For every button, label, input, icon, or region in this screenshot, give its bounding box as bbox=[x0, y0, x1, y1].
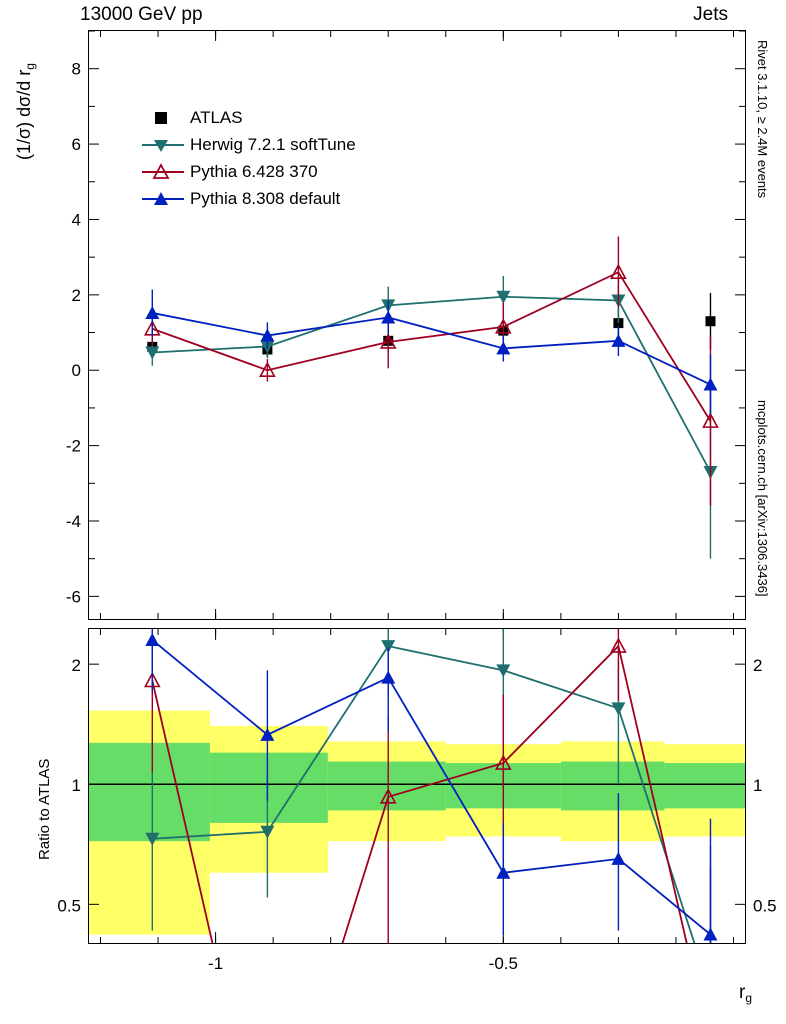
x-axis-title bbox=[739, 982, 752, 1005]
legend-item-herwig[interactable] bbox=[140, 131, 470, 158]
x-axis-title-subscript: g bbox=[745, 991, 752, 1005]
rivet-version-label: Rivet 3.1.10, ≥ 2.4M events bbox=[755, 40, 770, 199]
legend-label-herwig: Herwig 7.2.1 softTune bbox=[190, 134, 356, 154]
ratio-y-axis-title: Ratio to ATLAS bbox=[36, 758, 53, 860]
svg-text:0.5: 0.5 bbox=[57, 896, 81, 916]
svg-text:1: 1 bbox=[71, 776, 81, 796]
legend-item-pythia6[interactable] bbox=[140, 158, 470, 185]
legend-marker-herwig bbox=[140, 135, 186, 155]
header-category-label: Jets bbox=[693, 4, 728, 25]
legend-marker-atlas bbox=[140, 108, 186, 128]
legend bbox=[140, 104, 470, 212]
legend-label-pythia8: Pythia 8.308 default bbox=[190, 188, 341, 208]
ratio-plot-panel bbox=[57, 628, 777, 973]
y-axis-title bbox=[14, 63, 37, 160]
svg-text:4: 4 bbox=[71, 210, 81, 230]
legend-marker-pythia6 bbox=[140, 162, 186, 182]
svg-text:8: 8 bbox=[71, 59, 81, 79]
mcplots-arxiv-label: mcplots.cern.ch [arXiv:1306.3436] bbox=[755, 400, 770, 597]
svg-text:2: 2 bbox=[71, 285, 81, 305]
svg-text:0.5: 0.5 bbox=[753, 896, 777, 916]
svg-text:-2: -2 bbox=[65, 436, 81, 456]
svg-text:-4: -4 bbox=[65, 512, 81, 531]
x-axis-title-text: r bbox=[738, 982, 746, 1003]
legend-label-atlas: ATLAS bbox=[190, 107, 243, 127]
svg-text:-0.5: -0.5 bbox=[488, 954, 518, 973]
svg-text:2: 2 bbox=[753, 656, 763, 676]
y-axis-title-subscript: g bbox=[23, 63, 37, 70]
ratio-plot-svg bbox=[57, 629, 777, 973]
y-axis-title-text: (1/σ) dσ/d r bbox=[14, 69, 34, 160]
svg-text:6: 6 bbox=[71, 135, 81, 155]
svg-text:-1: -1 bbox=[208, 954, 224, 973]
legend-marker-pythia8 bbox=[140, 189, 186, 209]
svg-text:0: 0 bbox=[71, 361, 81, 381]
legend-label-pythia6: Pythia 6.428 370 bbox=[190, 161, 318, 181]
legend-item-pythia8[interactable] bbox=[140, 185, 470, 212]
legend-item-atlas[interactable] bbox=[140, 104, 470, 131]
svg-text:2: 2 bbox=[71, 656, 81, 676]
svg-text:-6: -6 bbox=[65, 587, 81, 607]
svg-text:1: 1 bbox=[753, 776, 763, 796]
header-beam-label: 13000 GeV pp bbox=[80, 4, 203, 25]
